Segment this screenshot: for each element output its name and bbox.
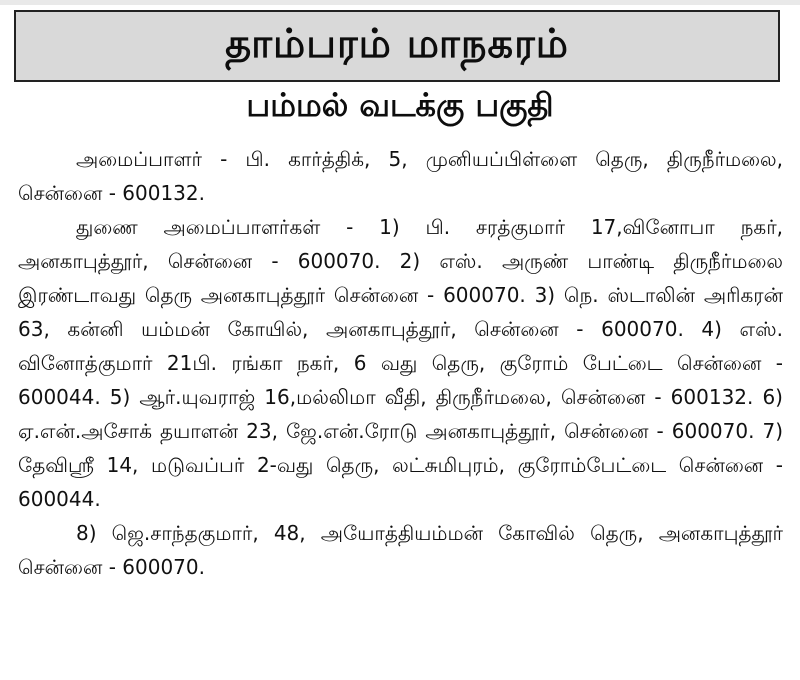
paragraph-deputy-organizers: துணை அமைப்பாளர்கள் - 1) பி. சரத்குமார் 17,வினோபா நகர், அனகாபுத்தூர், சென்னை - 600070. 2) எஸ். அருண் பாண்டி திருநீர்மலை இரண்டாவது தெரு அனகாபுத்தூர் சென்னை - 600070. 3) நெ. ஸ்டாலின் அரிகரன் 63, கன்னி யம்மன் கோயில், அனகாபுத்தூர், சென்னை - 600070. 4) எஸ். வினோத்குமார் 21பி. ரங்கா நகர், 6 வது தெரு, குரோம் பேட்டை சென்னை - 600044. 5) ஆர்.யுவராஜ் 16,மல்லிமா வீதி, திருநீர்மலை, சென்னை - 600132. 6) ஏ.என்.அசோக் தயாளன் 23, ஜே.என்.ரோடு அனகாபுத்தூர், சென்னை - 600070. 7) தேவிஸ்ரீ 14, மடுவப்பர் 2-வது தெரு, லட்சுமிபுரம், குரோம்பேட்டை சென்னை - 600044. bbox=[18, 215, 783, 511]
page-title: தாம்பரம் மாநகரம் bbox=[225, 20, 569, 67]
section-subtitle: பம்மல் வடக்கு பகுதி bbox=[246, 86, 554, 124]
paragraph-deputy-organizer-8: 8) ஜெ.சாந்தகுமார், 48, அயோத்தியம்மன் கோவில் தெரு, அனகாபுத்தூர் சென்னை - 600070. bbox=[18, 521, 783, 579]
top-divider bbox=[0, 0, 800, 5]
paragraph-organizer: அமைப்பாளர் - பி. கார்த்திக், 5, முனியப்பிள்ளை தெரு, திருநீர்மலை, சென்னை - 600132. bbox=[18, 147, 783, 205]
article-body bbox=[18, 142, 783, 584]
title-banner bbox=[14, 10, 780, 82]
